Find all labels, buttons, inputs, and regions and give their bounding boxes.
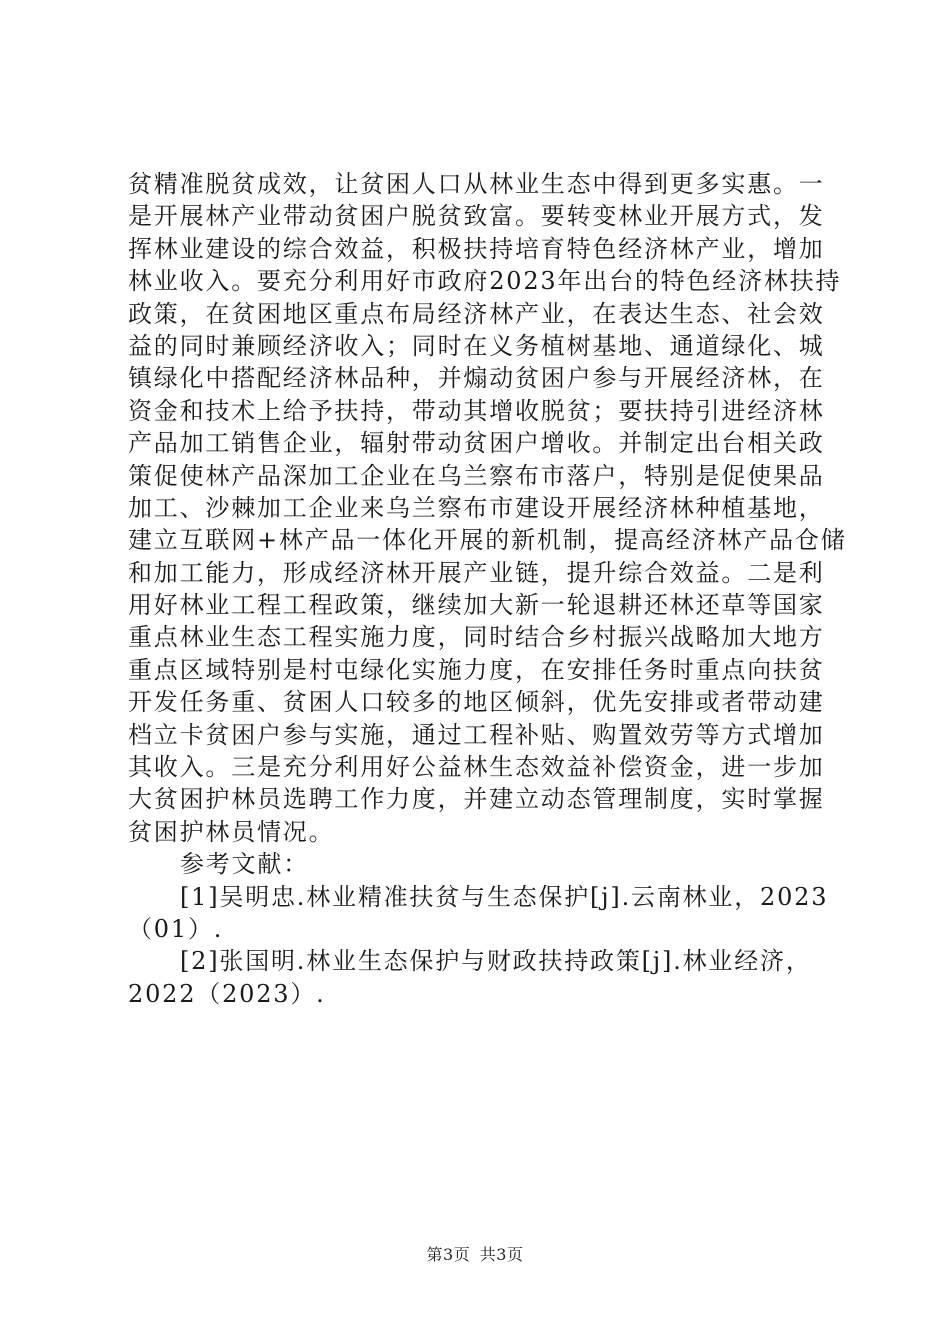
body-line: 重点区域特别是村屯绿化实施力度，在安排任务时重点向扶贫 xyxy=(128,655,825,684)
body-line: 开发任务重、贫困人口较多的地区倾斜，优先安排或者带动建 xyxy=(128,688,825,717)
page-number: 第3页 xyxy=(426,1245,471,1264)
page-total: 共3页 xyxy=(479,1245,524,1264)
body-line: 和加工能力，形成经济林开展产业链，提升综合效益。二是利 xyxy=(128,558,825,587)
reference-1-continued: （01）. xyxy=(128,914,224,943)
body-line: 资金和技术上给予扶持，带动其增收脱贫；要扶持引进经济林 xyxy=(128,396,825,425)
body-line: 加工、沙棘加工企业来乌兰察布市建设开展经济林种植基地， xyxy=(128,493,825,522)
reference-2-continued: 2022（2023）. xyxy=(128,979,326,1008)
body-line: 贫困护林员情况。 xyxy=(128,817,335,846)
document-body xyxy=(128,168,847,1010)
body-line: 建立互联网+林产品一体化开展的新机制，提高经济林产品仓储 xyxy=(128,526,847,555)
body-line: 大贫困护林员选聘工作力度，并建立动态管理制度，实时掌握 xyxy=(128,785,825,814)
body-line: 其收入。三是充分利用好公益林生态效益补偿资金，进一步加 xyxy=(128,753,825,782)
body-line: 林业收入。要充分利用好市政府2023年出台的特色经济林扶持 xyxy=(128,267,842,296)
body-line: 用好林业工程工程政策，继续加大新一轮退耕还林还草等国家 xyxy=(128,591,825,620)
body-line: 贫精准脱贫成效，让贫困人口从林业生态中得到更多实惠。一 xyxy=(128,170,825,198)
body-line: 产品加工销售企业，辐射带动贫困户增收。并制定出台相关政 xyxy=(128,429,825,458)
reference-1: [1]吴明忠.林业精准扶贫与生态保护[j].云南林业，2023 xyxy=(180,882,829,911)
body-line: 重点林业生态工程实施力度，同时结合乡村振兴战略加大地方 xyxy=(128,623,825,652)
body-line: 挥林业建设的综合效益，积极扶持培育特色经济林产业，增加 xyxy=(128,234,825,263)
body-line: 镇绿化中搭配经济林品种，并煽动贫困户参与开展经济林，在 xyxy=(128,364,825,393)
body-line: 益的同时兼顾经济收入；同时在义务植树基地、通道绿化、城 xyxy=(128,331,825,360)
body-line: 策促使林产品深加工企业在乌兰察布市落户，特别是促使果品 xyxy=(128,461,825,490)
body-line: 政策，在贫困地区重点布局经济林产业，在表达生态、社会效 xyxy=(128,299,825,328)
page-footer xyxy=(0,1242,950,1265)
body-line: 档立卡贫困户参与实施，通过工程补贴、购置效劳等方式增加 xyxy=(128,720,825,749)
reference-2: [2]张国明.林业生态保护与财政扶持政策[j].林业经济， xyxy=(180,947,812,976)
body-line: 是开展林产业带动贫困户脱贫致富。要转变林业开展方式，发 xyxy=(128,202,825,231)
references-heading: 参考文献： xyxy=(180,850,309,879)
